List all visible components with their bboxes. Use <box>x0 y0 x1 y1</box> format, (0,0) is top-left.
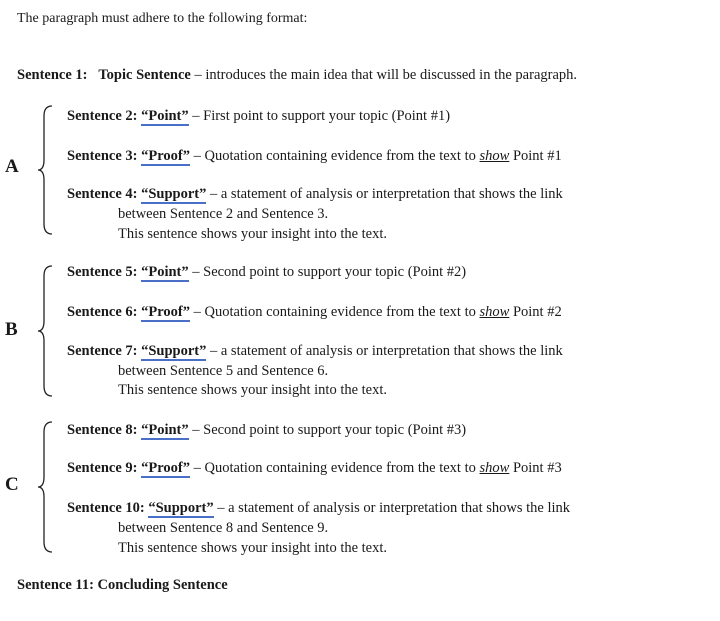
sentence-9-title: “Proof” <box>141 460 190 476</box>
sentence-9-show: show <box>479 460 510 476</box>
sentence-2-desc: – First point to support your topic (Point #1) <box>188 108 451 124</box>
sentence-9-label: Sentence 9: <box>67 460 138 476</box>
sentence-6-desc: – Quotation containing evidence from the text to <box>189 304 480 320</box>
sentence-6-title: “Proof” <box>141 304 190 320</box>
sentence-7-label: Sentence 7: <box>67 343 138 359</box>
sentence-3-tail: Point #1 <box>509 148 562 164</box>
sentence-10-title: “Support” <box>148 500 214 516</box>
sentence-1-title: Topic Sentence <box>98 67 191 83</box>
sentence-7-line <box>67 343 563 360</box>
sentence-7-continuation-1: between Sentence 5 and Sentence 6. <box>118 363 329 379</box>
sentence-1-label: Sentence 1: <box>17 67 88 83</box>
sentence-4-title: “Support” <box>141 186 207 202</box>
sentence-3-line <box>67 148 562 165</box>
sentence-3-desc: – Quotation containing evidence from the text to <box>189 148 480 164</box>
sentence-4-line <box>67 186 563 203</box>
sentence-3-label: Sentence 3: <box>67 148 138 164</box>
sentence-6-show: show <box>479 304 510 320</box>
sentence-2-line <box>67 108 450 125</box>
sentence-10-continuation-2: This sentence shows your insight into the text. <box>118 540 388 556</box>
sentence-10-label: Sentence 10: <box>67 500 145 516</box>
sentence-5-line <box>67 264 466 281</box>
sentence-3-show: show <box>479 148 510 164</box>
brace-c <box>36 420 56 554</box>
sentence-9-tail: Point #3 <box>509 460 562 476</box>
group-letter-b: B <box>5 319 18 340</box>
sentence-10-continuation-1: between Sentence 8 and Sentence 9. <box>118 520 329 536</box>
sentence-4-continuation-2: This sentence shows your insight into the text. <box>118 226 388 242</box>
sentence-4-label: Sentence 4: <box>67 186 138 202</box>
intro-text: The paragraph must adhere to the following format: <box>17 11 308 26</box>
sentence-1-line <box>17 67 577 84</box>
sentence-6-tail: Point #2 <box>509 304 562 320</box>
group-letter-c: C <box>5 474 19 495</box>
sentence-6-line <box>67 304 562 321</box>
sentence-5-label: Sentence 5: <box>67 264 138 280</box>
sentence-10-line <box>67 500 570 517</box>
sentence-9-line <box>67 460 562 477</box>
sentence-8-line <box>67 422 466 439</box>
sentence-5-desc: – Second point to support your topic (Point #2) <box>188 264 467 280</box>
sentence-10-desc: – a statement of analysis or interpretation that shows the link <box>213 500 571 516</box>
sentence-11-line: Sentence 11: Concluding Sentence <box>17 577 228 593</box>
sentence-7-title: “Support” <box>141 343 207 359</box>
sentence-9-desc: – Quotation containing evidence from the text to <box>189 460 480 476</box>
sentence-4-continuation-1: between Sentence 2 and Sentence 3. <box>118 206 329 222</box>
sentence-5-title: “Point” <box>141 264 189 280</box>
sentence-1-desc: – introduces the main idea that will be discussed in the paragraph. <box>190 67 578 83</box>
brace-a <box>36 104 56 236</box>
sentence-2-title: “Point” <box>141 108 189 124</box>
sentence-8-desc: – Second point to support your topic (Point #3) <box>188 422 467 438</box>
group-letter-a: A <box>5 156 19 177</box>
sentence-8-label: Sentence 8: <box>67 422 138 438</box>
sentence-7-continuation-2: This sentence shows your insight into the text. <box>118 382 388 398</box>
sentence-6-label: Sentence 6: <box>67 304 138 320</box>
sentence-8-title: “Point” <box>141 422 189 438</box>
brace-b <box>36 264 56 398</box>
sentence-2-label: Sentence 2: <box>67 108 138 124</box>
sentence-4-desc: – a statement of analysis or interpretation that shows the link <box>206 186 563 202</box>
sentence-3-title: “Proof” <box>141 148 190 164</box>
sentence-7-desc: – a statement of analysis or interpretation that shows the link <box>206 343 563 359</box>
